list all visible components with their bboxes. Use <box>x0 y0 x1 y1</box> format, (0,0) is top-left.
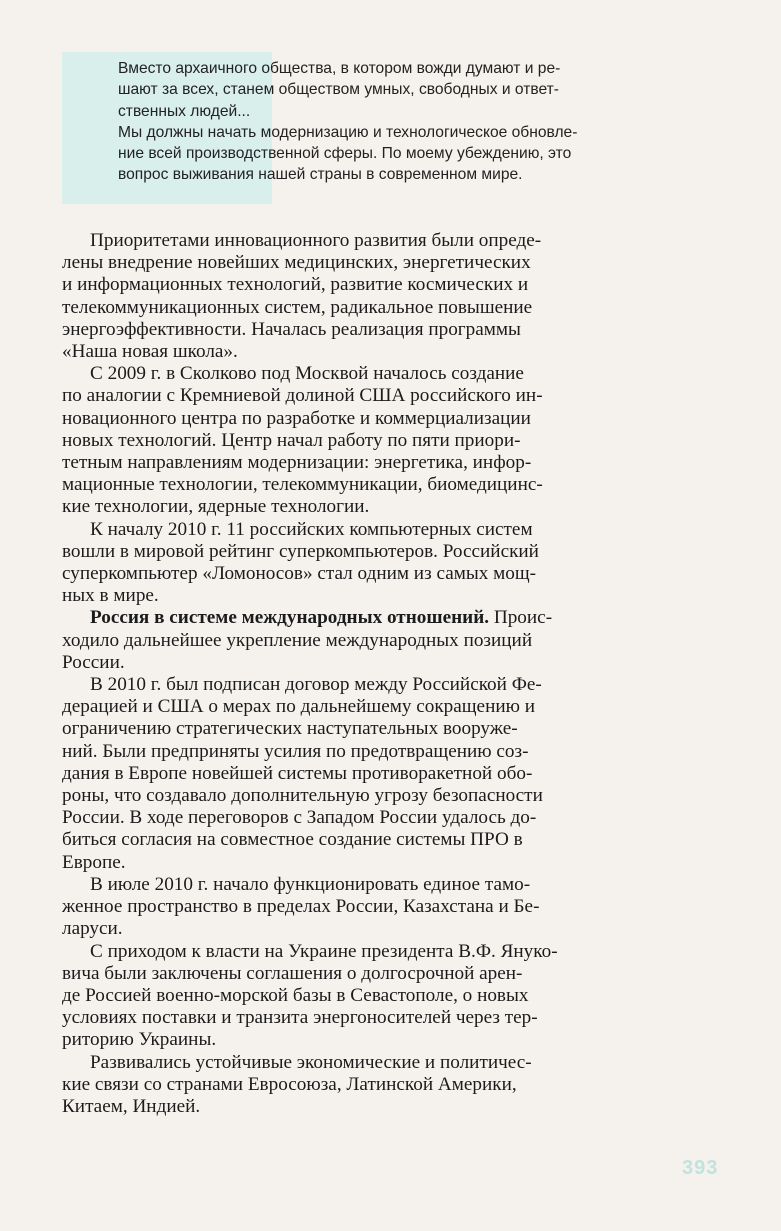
quote-line: Вместо архаичного общества, в котором вожди думают и ре- шают за всех, станем обществом умных, свободных и ответ- ственных людей... <box>118 60 561 120</box>
section-heading: Россия в системе международных отношений. <box>90 607 490 629</box>
paragraph-international: Россия в системе международных отношений. Проис- ходило дальнейшее укрепление международных позиций России. <box>62 607 553 673</box>
paragraph-customs: В июле 2010 г. начало функционировать единое тамо- женное пространство в пределах России, Казахстана и Бе- ларуси. <box>62 873 540 940</box>
page-number: 393 <box>682 1157 719 1179</box>
quote-line: Мы должны начать модернизацию и технологическое обновле- ние всей производственной сферы. По моему убеждению, это вопрос выживания нашей страны в современном мире. <box>118 123 578 184</box>
body-text <box>62 230 726 1118</box>
quote-block <box>118 58 730 186</box>
paragraph-skolkovo: С 2009 г. в Сколково под Москвой началось создание по аналогии с Кремниевой долиной США российского ин- новационного центра по разработке и коммерциализации новых технологий. Центр начал работу по пяти приори- тетным направлениям модернизации: энергетика, инфор- мационные технологии, телекоммуникации, биомедицинс- кие технологии, ядерные технологии. <box>62 363 543 518</box>
paragraph-innovation: Приоритетами инновационного развития были опреде- лены внедрение новейших медицинских, энергетических и информационных технологий, развитие космических и телекоммуникационных систем, радикальное повышение энергоэффективности. Началась реализация программы «Наша новая школа». <box>62 230 542 363</box>
paragraph-supercomputers: К началу 2010 г. 11 российских компьютерных систем вошли в мировой рейтинг суперкомпьютеров. Российский суперкомпьютер «Ломоносов» стал одним из самых мощ- ных в мире. <box>62 518 539 607</box>
paragraph-relations: Развивались устойчивые экономические и политичес- кие связи со странами Евросоюза, Латинской Америки, Китаем, Индией. <box>62 1051 532 1117</box>
paragraph-treaty: В 2010 г. был подписан договор между Российской Фе- дерацией и США о мерах по дальнейшему сокращению и ограничению стратегических наступательных вооруже- ний. Были предприняты усилия по предотвращению соз- дания в Европе новейшей системы противоракетной обо- роны, что создавало дополнительную угрозу безопасности России. В ходе переговоров с Западом России удалось до- биться согласия на совместное создание системы ПРО в Европе. <box>62 674 543 873</box>
paragraph-ukraine: С приходом к власти на Украине президента В.Ф. Януко- вича были заключены соглашения о долгосрочной арен- де Россией военно-морской базы в Севастополе, о новых условиях поставки и транзита энергоносителей через тер- риторию Украины. <box>62 940 558 1051</box>
